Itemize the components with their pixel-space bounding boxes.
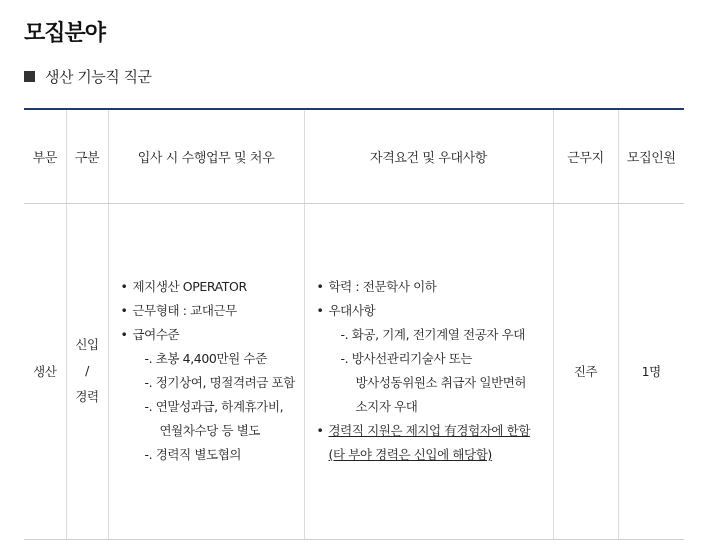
preference-line: 방사성동위원소 취급자 일반면허: [355, 375, 527, 390]
type-experienced: 경력: [75, 389, 99, 404]
list-item: • 급여수준 -. 초봉 4,400만원 수준 -. 정기상여, 명절격려금 포함 -. 연말성과급, 하계휴가비, 연월차수당 등 별도 -. 경력직 별도협의: [121, 323, 300, 467]
preference-line: -. 방사선관리기술사 또는: [340, 351, 473, 366]
list-item: • 제지생산 OPERATOR: [121, 275, 300, 299]
salary-line: -. 경력직 별도협의: [144, 447, 242, 462]
list-item: [317, 419, 549, 467]
qualifications-list: [305, 275, 553, 467]
bullet-icon: •: [316, 303, 324, 318]
cell-qualifications: [304, 203, 553, 539]
header-location: 근무지: [553, 109, 618, 203]
experience-note: 경력직 지원은 제지업 有경험자에 한함: [328, 423, 531, 438]
salary-line: -. 정기상여, 명절격려금 포함: [144, 375, 295, 390]
header-division: 부문: [24, 109, 66, 203]
table-row: [24, 203, 684, 539]
salary-line: -. 초봉 4,400만원 수준: [144, 351, 267, 366]
cell-duties: [108, 203, 304, 539]
bullet-icon: •: [316, 279, 324, 294]
bullet-icon: •: [316, 423, 324, 438]
header-duties: 입사 시 수행업무 및 처우: [108, 109, 304, 203]
type-new: 신입: [75, 337, 99, 352]
duties-list: [109, 275, 304, 467]
section-title-text: 생산 기능직 직군: [45, 68, 152, 86]
experience-note-sub: (타 부야 경력은 신입에 해당함): [328, 447, 492, 462]
section-title: [24, 66, 151, 87]
bullet-icon: •: [120, 303, 128, 318]
bullet-icon: •: [120, 327, 128, 342]
square-bullet-icon: [24, 71, 35, 82]
table-header-row: [24, 109, 684, 203]
list-item: • 학력 : 전문학사 이하: [317, 275, 549, 299]
salary-line: -. 연말성과급, 하계휴가비,: [144, 399, 284, 414]
preference-line: 소지자 우대: [355, 399, 418, 414]
header-headcount: 모집인원: [618, 109, 684, 203]
cell-headcount: 1명: [618, 203, 684, 539]
cell-type: [66, 203, 108, 539]
header-type: 구분: [66, 109, 108, 203]
type-separator: /: [85, 363, 89, 378]
preference-line: -. 화공, 기계, 전기계열 전공자 우대: [340, 327, 525, 342]
list-item: • 근무형태 : 교대근무: [121, 299, 300, 323]
page-title: 모집분야: [24, 21, 106, 46]
header-qualifications: 자격요건 및 우대사항: [304, 109, 553, 203]
bullet-icon: •: [120, 279, 128, 294]
cell-location: 진주: [553, 203, 618, 539]
salary-line: 연월차수당 등 별도: [159, 423, 261, 438]
list-item: • 우대사항 -. 화공, 기계, 전기계열 전공자 우대 -. 방사선관리기술사 또는 방사성동위원소 취급자 일반면허 소지자 우대: [317, 299, 549, 419]
cell-division: 생산: [24, 203, 66, 539]
recruitment-table: [24, 108, 684, 540]
